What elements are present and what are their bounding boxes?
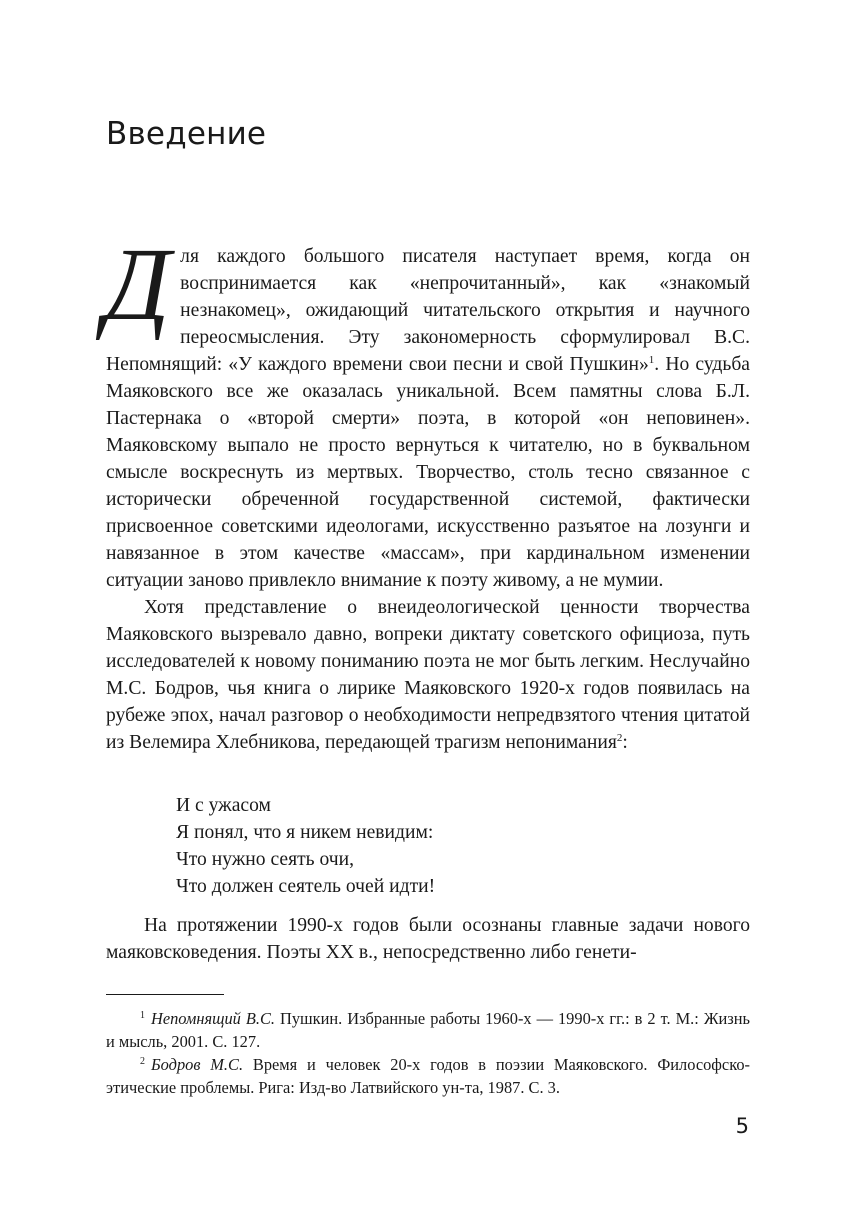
poem-line: И с ужасом [176, 795, 271, 816]
footnote-number: 2 [140, 1056, 145, 1067]
poem-quote [176, 792, 435, 900]
paragraph-2 [106, 594, 750, 756]
footnote-divider [106, 994, 224, 995]
paragraph-3 [106, 912, 750, 966]
footnote-ref-1[interactable]: 1 [648, 354, 655, 366]
paragraph-1-text-after: . Но судьба Маяковского все же оказалась уникальной. Всем памятны слова Б.Л. Пастернака о «второй смерти» поэта, в которой «он неповинен». Маяковскому выпало не просто вернуться к читателю, но в буквальном смысле воскреснуть из мертвых. Творчество, столь тесно связанное с исторически обреченной государственной системой, фактически присвоенное советскими идеологами, искусственно разъятое на лозунги и навязанное в этом качестве «массам», при кардинальном изменении ситуации заново привлекло внимание к поэту живому, а не мумии. [106, 354, 751, 591]
footnote-author: Бодров М.С. [151, 1055, 244, 1074]
poem-line: Что должен сеятель очей идти! [176, 876, 436, 897]
page-number: 5 [735, 1114, 749, 1138]
paragraph-3-text: На протяжении 1990-х годов были осознаны главные задачи нового маяковсковедения. Поэты XX в., непосредственно либо генети- [106, 915, 750, 963]
chapter-heading: Введение [106, 116, 267, 152]
paragraph-2-text: Хотя представление о внеидеологической ценности творчества Маяковского вызревало давно, вопреки диктату советского официоза, путь исследователей к новому пониманию поэта не мог быть легким. Неслучайно М.С. Бодров, чья книга о лирике Маяковского 1920-х годов появилась на рубеже эпох, начал разговор о необходимости непредвзятого чтения цитатой из Велемира Хлебникова, передающей трагизм непонимания [106, 597, 750, 753]
paragraph-1-text: ля каждого большого писателя наступает время, когда он воспринимается как «непрочитанный», как «знакомый незнакомец», ожидающий читательского открытия и научного переосмысления. Эту закономерность сформулировал В.С. Непомнящий: «У каждого времени свои песни и свой Пушкин» [106, 246, 750, 375]
paragraph-2-text-after: : [622, 732, 628, 753]
footnote-author: Непомнящий В.С. [151, 1009, 275, 1028]
poem-line: Я понял, что я никем невидим: [176, 822, 434, 843]
drop-cap: Д [104, 227, 171, 342]
footnote-text: Пушкин. Избранные работы 1960-х — 1990-х гг.: в 2 т. М.: Жизнь и мысль, 2001. С. 127. [106, 1009, 751, 1051]
paragraph-1 [104, 227, 751, 594]
footnote-ref-2[interactable]: 2 [616, 732, 623, 744]
footnote-1 [106, 1004, 750, 1053]
poem-line: Что нужно сеять очи, [176, 849, 355, 870]
footnote-text: Время и человек 20-х годов в поэзии Маяковского. Философско-этические проблемы. Рига: Изд-во Латвийского ун-та, 1987. С. 3. [106, 1055, 750, 1097]
footnote-2 [106, 1050, 750, 1099]
footnote-number: 1 [140, 1010, 145, 1021]
